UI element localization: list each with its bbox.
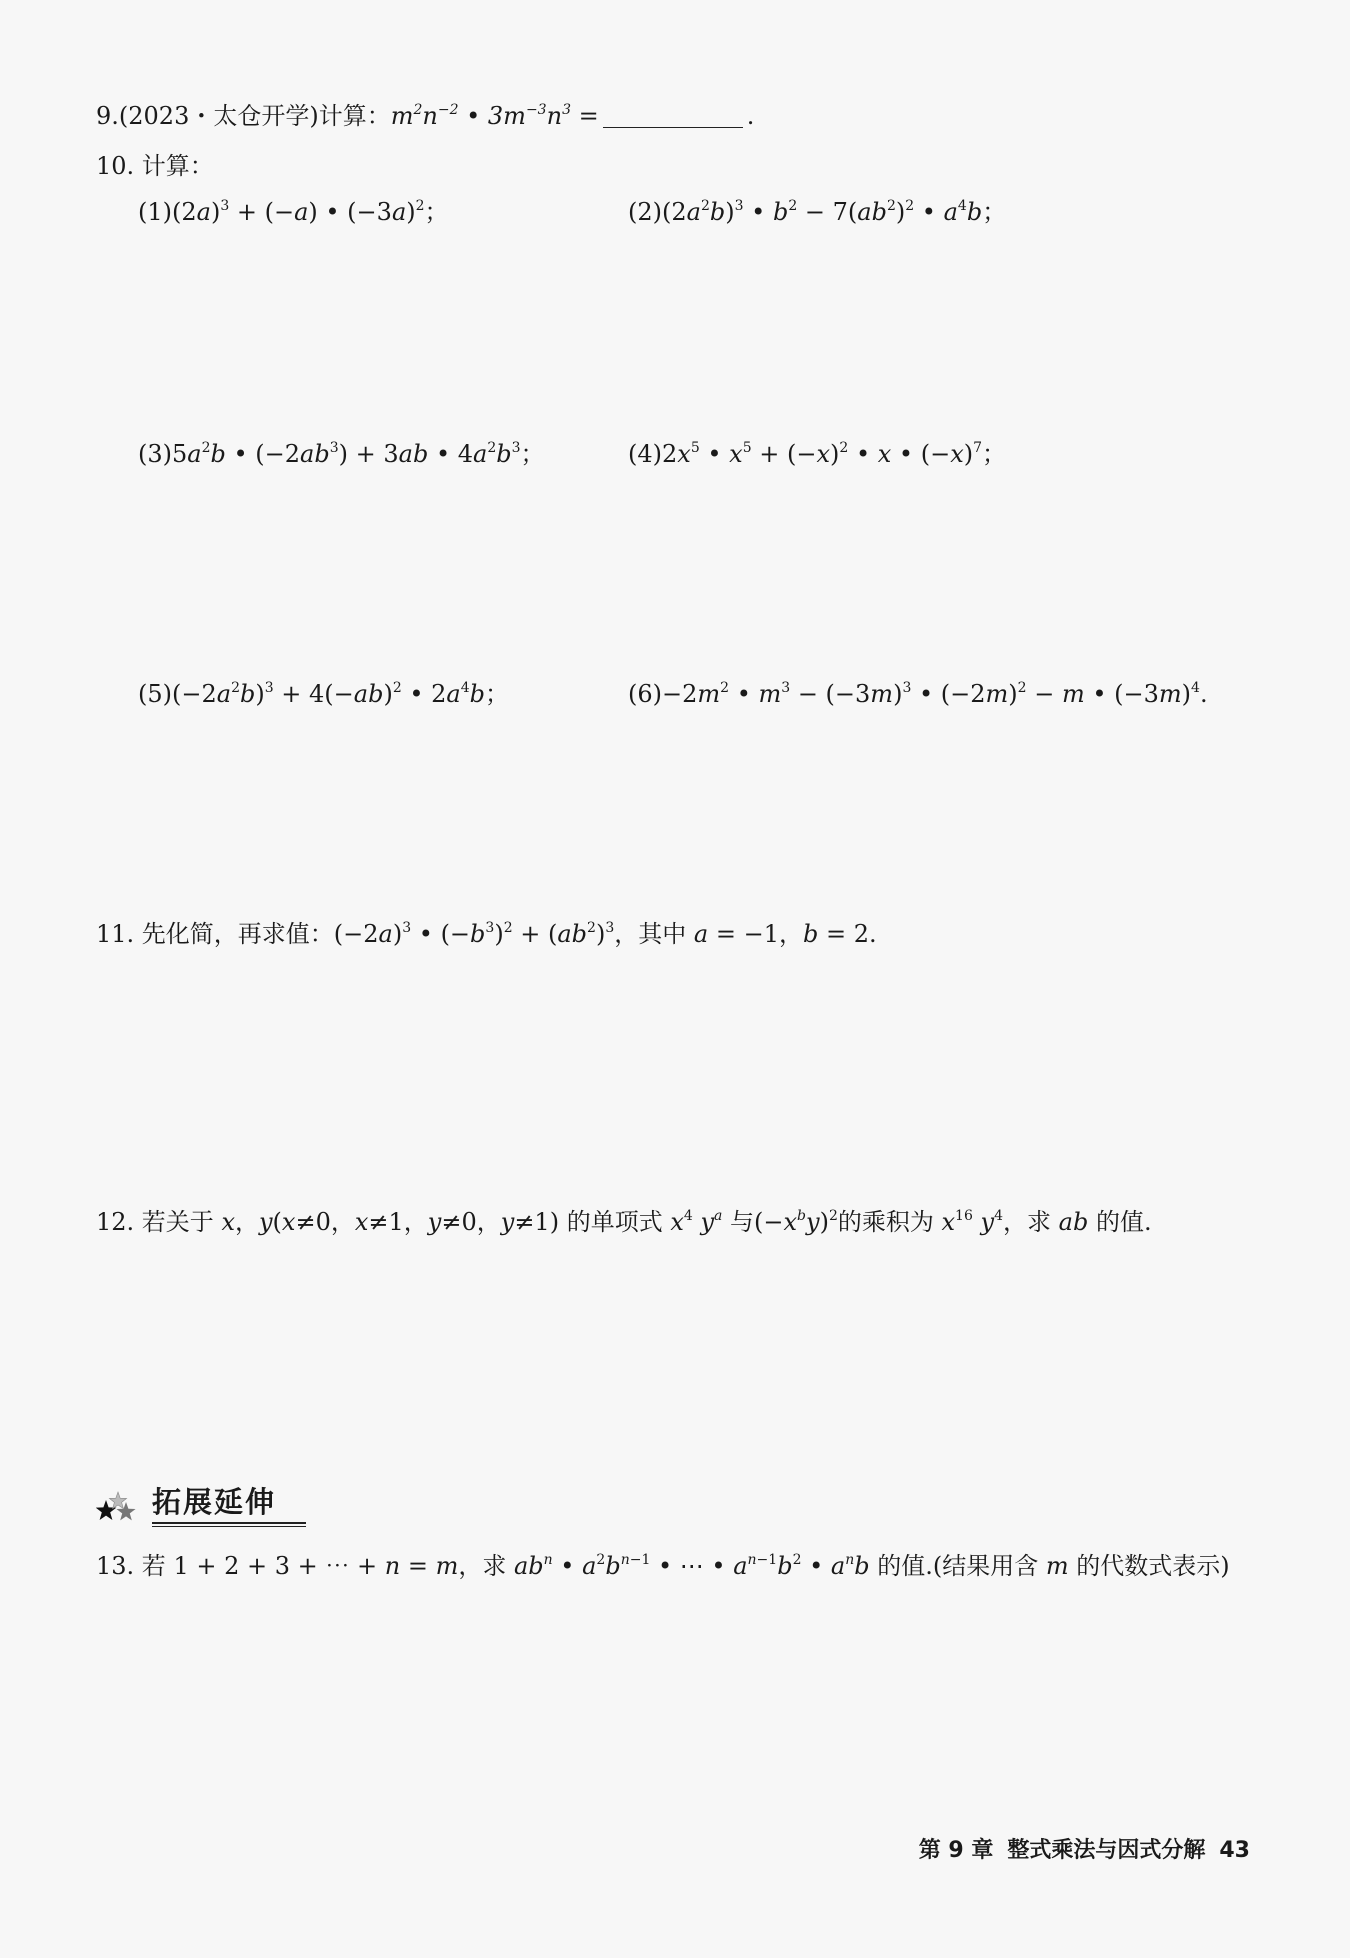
q12-middle4: ，求 — [1003, 1208, 1059, 1236]
q11-end: . — [868, 920, 877, 948]
q12-monomial-2: $(-x^by)^2$ — [754, 1208, 838, 1236]
q9-suffix: . — [746, 102, 755, 130]
q9-expression: $m^2n^{-2}$ • $3m^{-3}n^3$ = — [390, 102, 599, 130]
page-number: 43 — [1219, 1838, 1250, 1863]
q11-condition: a = −1，b = 2 — [693, 920, 869, 948]
q12-prefix: 12. 若关于 — [96, 1208, 222, 1236]
stars-icon — [96, 1490, 148, 1526]
q10-part-5 — [138, 678, 509, 710]
q12-monomial-1: $x^4$ $y^a$ — [670, 1208, 723, 1236]
q13-prefix: 13. 若 — [96, 1552, 174, 1580]
q10-part-6-label: (6) — [628, 680, 662, 708]
section-heading — [96, 1482, 306, 1528]
q10-part-2 — [628, 196, 1006, 228]
q10-part-6-expression: $-2m^2$ • $m^3 - (-3m)^3$ • $(-2m)^2 - m$ • $(-3m)^4$. — [662, 680, 1208, 708]
q10-part-1-label: (1) — [138, 198, 172, 226]
q10-part-5-expression: $(-2a^2b)^3 + 4(-ab)^2$ • $2a^4b$； — [172, 680, 510, 708]
q10-part-6 — [628, 678, 1208, 710]
question-12 — [96, 1206, 1152, 1238]
q12-target: ab — [1058, 1208, 1089, 1236]
q10-part-4 — [628, 438, 1006, 470]
q9-answer-blank[interactable] — [603, 105, 743, 128]
q11-expression: $(-2a)^3$ • $(-b^3)^2 + (ab^2)^3$ — [333, 920, 615, 948]
q12-middle2: 与 — [722, 1208, 754, 1236]
question-11 — [96, 918, 877, 950]
footer-chapter: 第 9 章 — [918, 1838, 994, 1863]
q10-part-2-expression: $(2a^2b)^3$ • $b^2 - 7(ab^2)^2$ • $a^4b$； — [662, 198, 1007, 226]
q10-part-3 — [138, 438, 545, 470]
q13-condition: 1 + 2 + 3 + ⋯ + n = m — [173, 1552, 459, 1580]
page-footer — [905, 1836, 1250, 1866]
q10-part-5-label: (5) — [138, 680, 172, 708]
section-underline-thin — [152, 1526, 306, 1527]
q13-middle: ，求 — [458, 1552, 514, 1580]
q11-middle: ，其中 — [614, 920, 694, 948]
footer-chapter-title: 整式乘法与因式分解 — [1007, 1838, 1206, 1863]
section-underline — [152, 1522, 306, 1524]
q10-part-4-label: (4) — [628, 440, 662, 468]
q10-part-2-label: (2) — [628, 198, 662, 226]
q13-tail: 的代数式表示) — [1068, 1552, 1230, 1580]
q13-variable: m — [1045, 1552, 1069, 1580]
q13-end: 的值.(结果用含 — [869, 1552, 1046, 1580]
q10-part-1-expression: $(2a)^3 + (-a)$ • $(-3a)^2$； — [172, 198, 449, 226]
q12-middle1: 的单项式 — [559, 1208, 671, 1236]
question-10-title: 10. 计算： — [96, 152, 214, 180]
q9-prefix: 9.(2023・太仓开学)计算： — [96, 102, 391, 130]
q12-end: 的值. — [1088, 1208, 1152, 1236]
question-9 — [96, 100, 754, 132]
q10-part-4-expression: $2x^5$ • $x^5 + (-x)^2$ • x • $(-x)^7$； — [662, 440, 1007, 468]
q10-part-1 — [138, 196, 449, 228]
q11-prefix: 11. 先化简，再求值： — [96, 920, 334, 948]
q12-variables: x，y(x≠0，x≠1，y≠0，y≠1) — [221, 1208, 560, 1236]
q12-middle3: 的乘积为 — [837, 1208, 942, 1236]
q12-product: $x^{16}$ $y^4$ — [941, 1208, 1003, 1236]
q10-part-3-label: (3) — [138, 440, 172, 468]
question-13 — [96, 1550, 1230, 1582]
q13-expression: $ab^n$ • $a^2b^{n-1}$ • ⋯ • $a^{n-1}b^2$ • $a^nb$ — [513, 1552, 870, 1580]
q10-part-3-expression: $5a^2b$ • $(-2ab^3) + 3ab$ • $4a^2b^3$； — [172, 440, 545, 468]
section-title: 拓展延伸 — [152, 1485, 277, 1519]
